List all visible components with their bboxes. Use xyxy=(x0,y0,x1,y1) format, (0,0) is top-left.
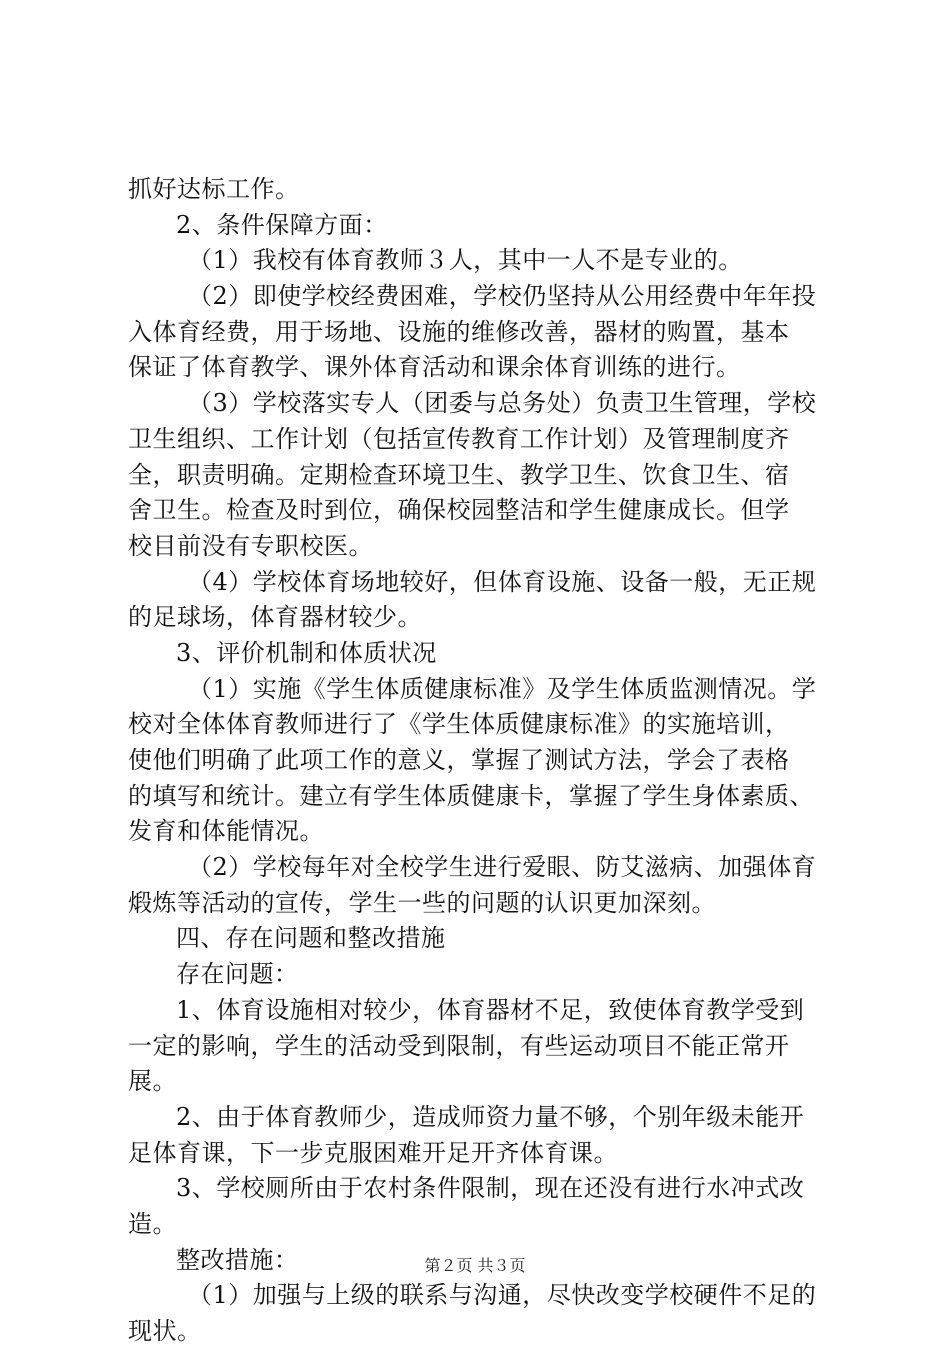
document-line: 校目前没有专职校医。 xyxy=(128,531,373,560)
document-line: 足体育课，下一步克服困难开足开齐体育课。 xyxy=(128,1138,618,1167)
document-line: 煅炼等活动的宣传，学生一些的问题的认识更加深刻。 xyxy=(128,888,716,917)
document-line: 的足球场，体育器材较少。 xyxy=(128,603,422,632)
document-line: 校对全体体育教师进行了《学生体质健康标准》的实施培训， xyxy=(128,710,790,739)
document-line: 2、条件保障方面： xyxy=(176,210,388,239)
document-line: 发育和体能情况。 xyxy=(128,817,324,846)
document-line: 1、体育设施相对较少，体育器材不足，致使体育教学受到 xyxy=(176,995,805,1024)
document-line: 入体育经费，用于场地、设施的维修改善，器材的购置，基本 xyxy=(128,317,790,346)
document-line: 卫生组织、工作计划（包括宣传教育工作计划）及管理制度齐 xyxy=(128,424,790,453)
document-line: （4）学校体育场地较好，但体育设施、设备一般，无正规 xyxy=(188,567,817,596)
document-line: （1）加强与上级的联系与沟通，尽快改变学校硬件不足的 xyxy=(188,1281,817,1310)
document-line: 3、评价机制和体质状况 xyxy=(176,638,437,667)
document-line: 全，职责明确。定期检查环境卫生、教学卫生、饮食卫生、宿 xyxy=(128,460,790,489)
document-line: 保证了体育教学、课外体育活动和课余体育训练的进行。 xyxy=(128,353,741,382)
document-body xyxy=(128,172,840,1350)
document-line: 3、学校厕所由于农村条件限制，现在还没有进行水冲式改 xyxy=(176,1174,805,1203)
document-line: 造。 xyxy=(128,1209,177,1238)
document-line: （2）学校每年对全校学生进行爱眼、防艾滋病、加强体育 xyxy=(188,853,817,882)
page-footer: 第２页 共３页 xyxy=(424,1256,526,1275)
document-line: 四、存在问题和整改措施 xyxy=(176,924,446,953)
document-line: 展。 xyxy=(128,1067,177,1096)
document-line: （3）学校落实专人（团委与总务处）负责卫生管理，学校 xyxy=(188,389,817,418)
document-line: 现状。 xyxy=(128,1317,202,1345)
document-line: （2）即使学校经费困难，学校仍坚持从公用经费中年年投 xyxy=(188,282,817,311)
document-line: 抓好达标工作。 xyxy=(128,175,300,203)
document-line: 舍卫生。检查及时到位，确保校园整洁和学生健康成长。但学 xyxy=(128,496,790,525)
document-line: 整改措施： xyxy=(176,1245,299,1274)
document-line: 的填写和统计。建立有学生体质健康卡，掌握了学生身体素质、 xyxy=(128,781,814,810)
document-line: 使他们明确了此项工作的意义，掌握了测试方法，学会了表格 xyxy=(128,746,790,774)
document-line: 存在问题： xyxy=(176,960,299,989)
document-line: （1）我校有体育教师３人，其中一人不是专业的。 xyxy=(188,246,743,275)
document-line: 一定的影响，学生的活动受到限制，有些运动项目不能正常开 xyxy=(128,1031,790,1060)
document-line: 2、由于体育教师少，造成师资力量不够，个别年级未能开 xyxy=(176,1102,805,1131)
document-line: （1）实施《学生体质健康标准》及学生体质监测情况。学 xyxy=(188,674,817,703)
